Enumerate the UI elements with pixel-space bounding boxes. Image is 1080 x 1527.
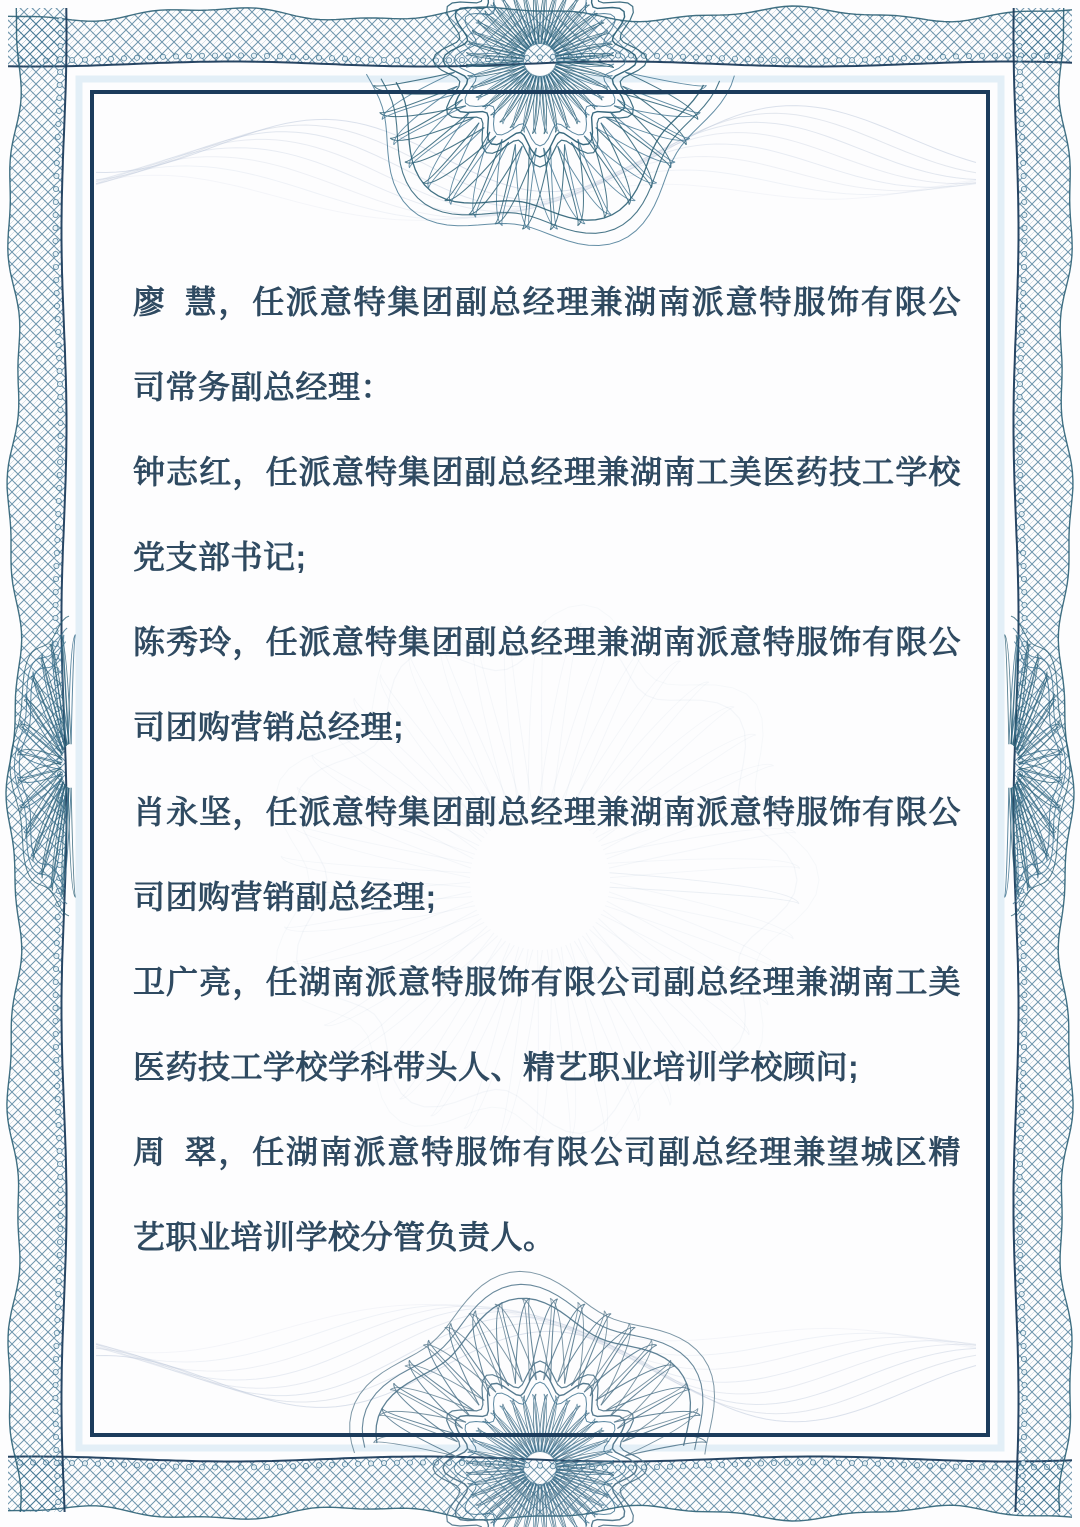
appointment-body: 任湖南派意特服饰有限公司副总经理兼湖南工美医药技工学校学科带头人、精艺职业培训学校顾问; bbox=[133, 964, 961, 1085]
name-separator: ， bbox=[232, 794, 266, 830]
appointment-entry-4 bbox=[133, 770, 961, 940]
name-separator: ， bbox=[218, 1134, 253, 1170]
appointment-entry-5 bbox=[133, 940, 961, 1110]
name-separator: ， bbox=[232, 624, 266, 660]
appointment-entry-3 bbox=[133, 600, 961, 770]
person-name: 陈秀玲 bbox=[133, 624, 233, 660]
appointment-body: 任派意特集团副总经理兼湖南派意特服饰有限公司团购营销副总经理; bbox=[133, 794, 961, 915]
appointment-text bbox=[133, 260, 961, 1280]
person-name: 肖永坚 bbox=[133, 794, 233, 830]
name-separator: ， bbox=[232, 454, 266, 490]
appointment-body: 任派意特集团副总经理兼湖南派意特服饰有限公司常务副总经理： bbox=[133, 284, 961, 405]
appointment-body: 任派意特集团副总经理兼湖南工美医药技工学校党支部书记; bbox=[133, 454, 961, 575]
appointment-body: 任湖南派意特服饰有限公司副总经理兼望城区精艺职业培训学校分管负责人。 bbox=[133, 1134, 961, 1255]
appointment-entry-6 bbox=[133, 1110, 961, 1280]
person-name: 廖 慧 bbox=[133, 284, 219, 320]
appointment-entry-2 bbox=[133, 430, 961, 600]
person-name: 钟志红 bbox=[133, 454, 233, 490]
name-separator: ， bbox=[218, 284, 253, 320]
person-name: 周 翠 bbox=[133, 1134, 219, 1170]
appointment-entry-1 bbox=[133, 260, 961, 430]
appointment-body: 任派意特集团副总经理兼湖南派意特服饰有限公司团购营销总经理; bbox=[133, 624, 961, 745]
name-separator: ， bbox=[232, 964, 266, 1000]
person-name: 卫广亮 bbox=[133, 964, 233, 1000]
